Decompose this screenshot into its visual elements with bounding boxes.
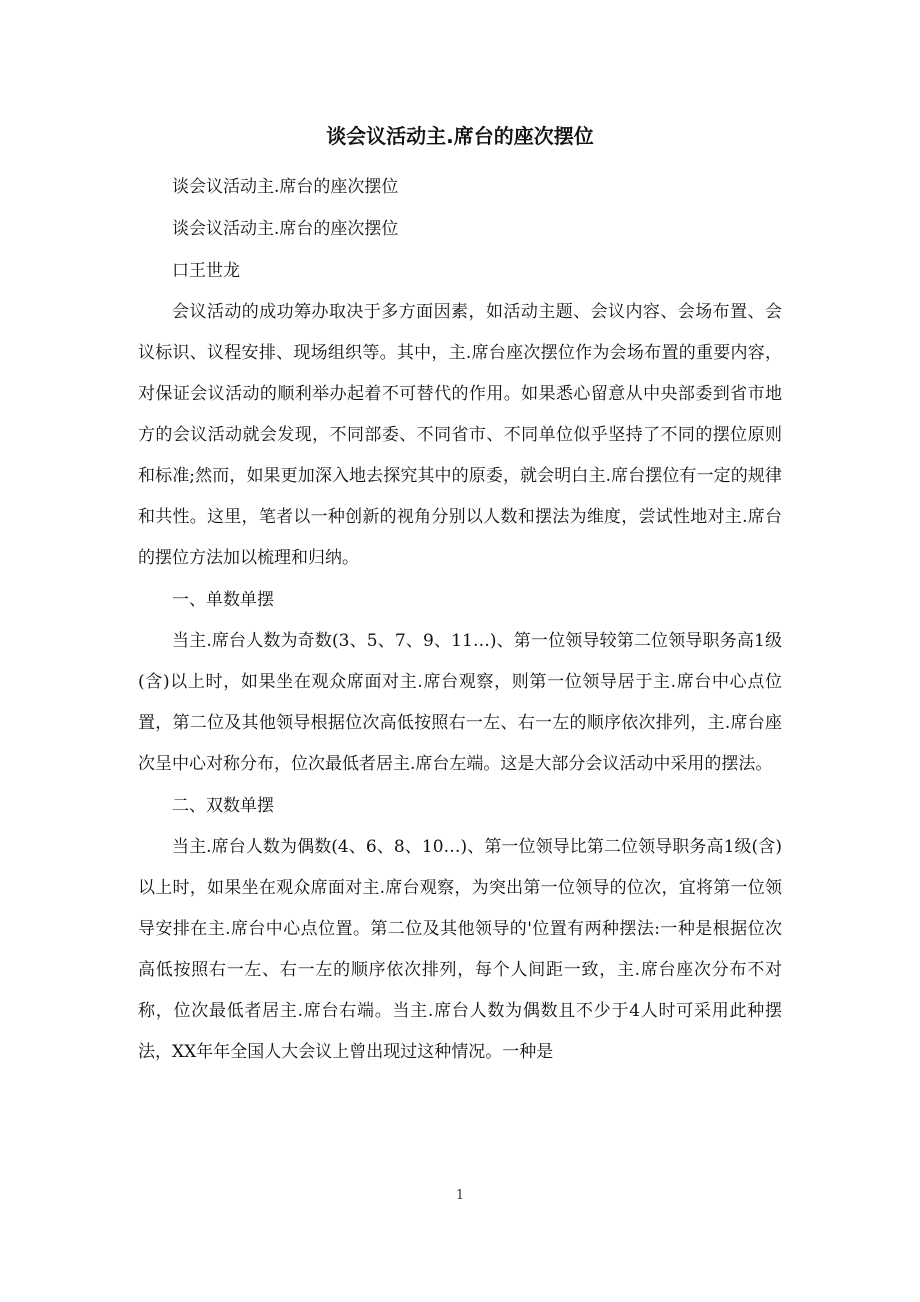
odd-single-paragraph: 当主.席台人数为奇数(3、5、7、9、11…)、第一位领导较第二位领导职务高1级(含)以上时，如果坐在观众席面对主.席台观察，则第一位领导居于主.席台中心点位置，第二位及其他领导根据位次高低按照右一左、右一左的顺序依次排列，主.席台座次呈中心对称分布，位次最低者居主.席台左端。这是大部分会议活动中采用的摆法。 (138, 631, 782, 774)
section-heading-odd-single: 一、单数单摆 (172, 590, 274, 610)
document-title: 谈会议活动主.席台的座次摆位 (326, 124, 594, 148)
section-heading-even-single: 二、双数单摆 (172, 796, 274, 816)
page-number: 1 (455, 1188, 465, 1203)
even-single-paragraph: 当主.席台人数为偶数(4、6、8、10…)、第一位领导比第二位领导职务高1级(含)以上时，如果坐在观众席面对主.席台观察，为突出第一位领导的位次，宜将第一位领导安排在主.席台中心点位置。第二位及其他领导的'位置有两种摆法:一种是根据位次高低按照右一左、右一左的顺序依次排列，每个人间距一致，主.席台座次分布不对称，位次最低者居主.席台右端。当主.席台人数为偶数且不少于4人时可采用此种摆法，XX年年全国人大会议上曾出现过这种情况。一种是 (138, 837, 782, 1062)
document-body (138, 166, 782, 1073)
intro-paragraph: 会议活动的成功筹办取决于多方面因素，如活动主题、会议内容、会场布置、会议标识、议程安排、现场组织等。其中，主.席台座次摆位作为会场布置的重要内容，对保证会议活动的顺利举办起着不可替代的作用。如果悉心留意从中央部委到省市地方的会议活动就会发现，不同部委、不同省市、不同单位似乎坚持了不同的摆位原则和标准;然而，如果更加深入地去探究其中的原委，就会明白主.席台摆位有一定的规律和共性。这里，笔者以一种创新的视角分别以人数和摆法为维度，尝试性地对主.席台的摆位方法加以梳理和归纳。 (138, 302, 782, 568)
subtitle-line: 谈会议活动主.席台的座次摆位 (172, 177, 399, 197)
subtitle-line-repeat: 谈会议活动主.席台的座次摆位 (172, 219, 399, 239)
author-line: 口王世龙 (172, 261, 240, 281)
